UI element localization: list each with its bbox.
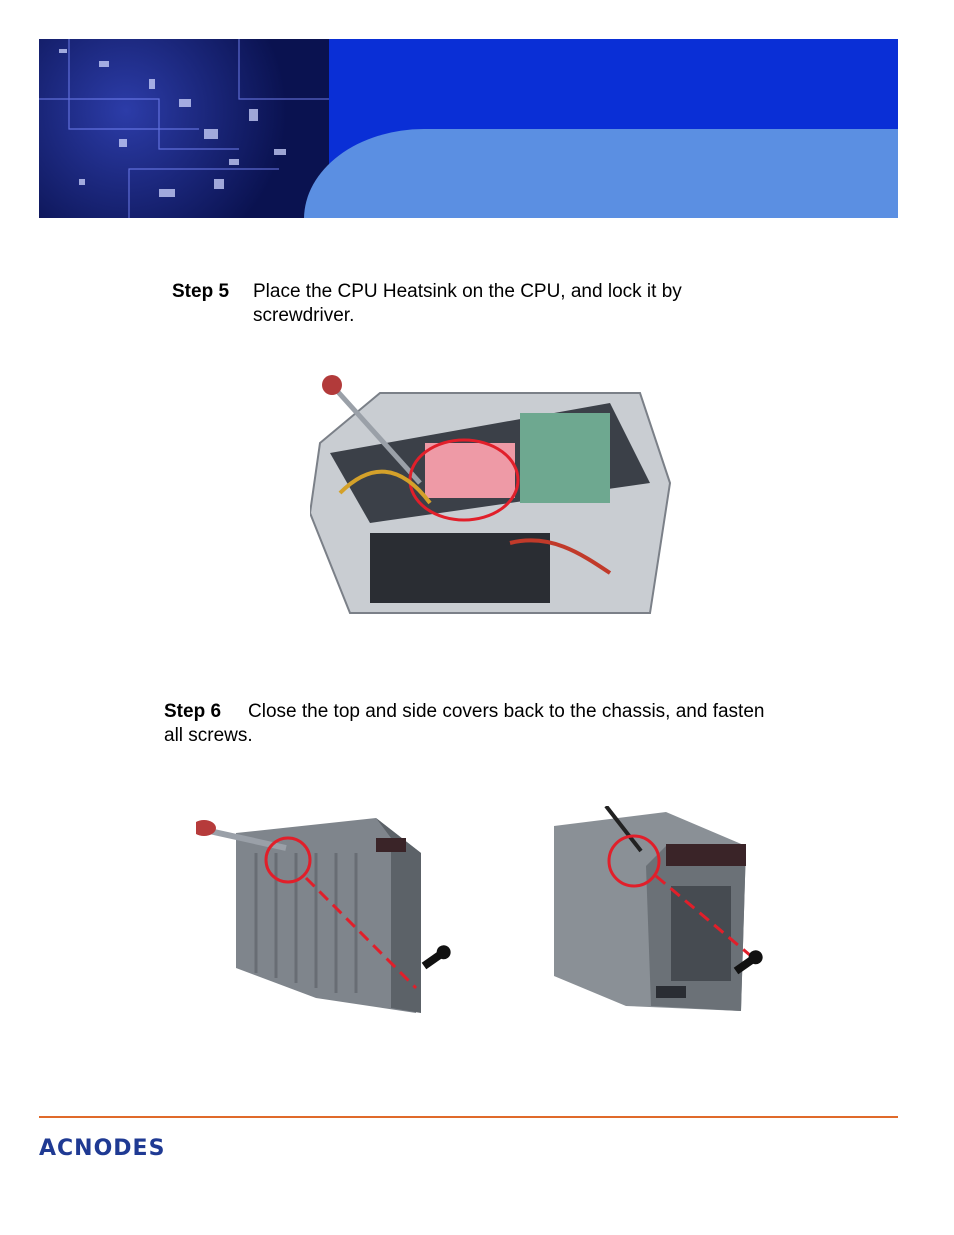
circuit-board-image	[39, 39, 329, 218]
step-text-line1: Place the CPU Heatsink on the CPU, and lock it by	[253, 281, 682, 302]
step-label: Step 6	[164, 701, 222, 722]
step-label: Step 5	[172, 281, 230, 302]
chassis-side-cover-photo	[196, 808, 456, 1018]
banner-wave-shape	[304, 129, 898, 218]
chassis-heatsink-photo	[310, 373, 672, 623]
step-text-line2: screwdriver.	[253, 305, 355, 326]
acnodes-logo	[39, 1136, 165, 1160]
chassis-top-cover-photo	[546, 806, 778, 1018]
step-5	[172, 280, 732, 330]
header-banner	[39, 39, 898, 218]
step-6	[164, 700, 814, 750]
footer-divider	[39, 1116, 898, 1118]
logo-text: ACNODES	[39, 1136, 166, 1161]
step-text-line1: Close the top and side covers back to the chassis, and fasten	[248, 701, 765, 722]
step-text-line2: all screws.	[164, 725, 253, 746]
